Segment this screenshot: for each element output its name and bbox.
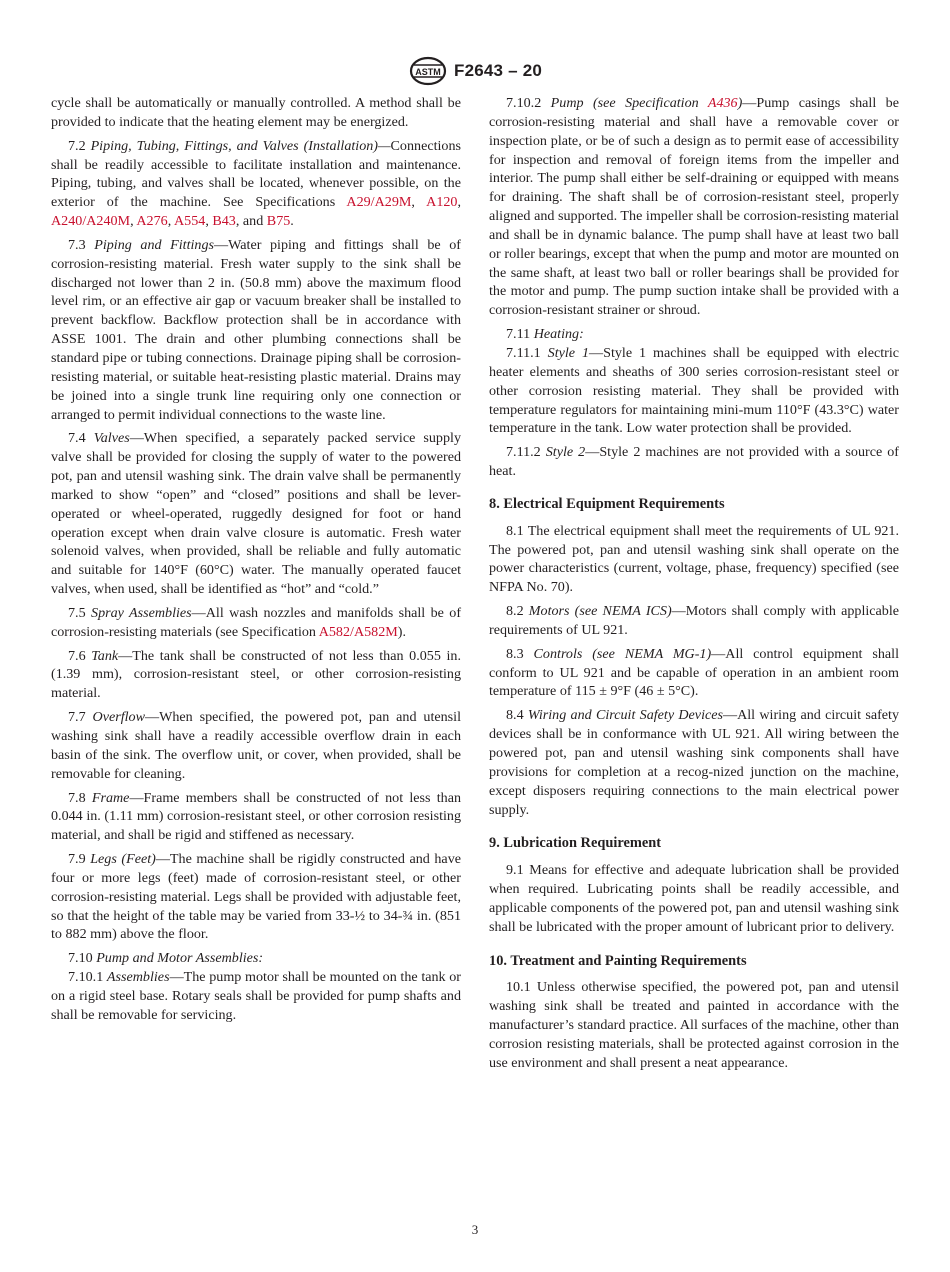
page-header bbox=[0, 56, 950, 91]
svg-text:ASTM: ASTM bbox=[415, 67, 441, 77]
section-7-2: 7.2 Piping, Tubing, Fittings, and Valves (Installation)—Connections shall be readily accessible to facilitate installation and maintenance. Piping, tubing, and valves shall be located, whenever possible, on the exterior of the machine. See Specifications A29/A29M, A120, A240/A240M, A276, A554, B43, and B75. bbox=[51, 137, 461, 230]
ref-a436[interactable]: A436 bbox=[707, 95, 738, 111]
section-7-4: 7.4 Valves—When specified, a separately packed service supply valve shall be provided for closing the supply of water to the powered pot, pan and utensil washing sink. The drain valve shall be permanently marked to show “open” and “closed” positions and shall be lever-operated or wheel-operated, ruggedly designed for foot or hand operation except when drain valve closure is automatic. Fresh water solenoid valves, when provided, shall be reliable and fully automatic and suitable for 140°F (60°C) water. The manually operated faucet valves, when used, shall be identified as “hot” and “cold.” bbox=[51, 430, 461, 598]
heading-section-10: 10. Treatment and Painting Requirements bbox=[489, 952, 747, 969]
document-designation: F2643 – 20 bbox=[453, 61, 542, 80]
astm-logo-icon bbox=[408, 56, 448, 86]
section-8-3: 8.3 Controls (see NEMA MG-1)—All control equipment shall conform to UL 921 and be capable of operation in an ambient room temperature of 115 ± 9°F (46 ± 5°C). bbox=[489, 645, 899, 700]
left-column bbox=[51, 94, 461, 1030]
ref-a120[interactable]: A120 bbox=[426, 194, 458, 211]
ref-a554[interactable]: A554 bbox=[173, 213, 206, 230]
ref-a240[interactable]: A240/A240M bbox=[51, 213, 131, 230]
section-8-2: 8.2 Motors (see NEMA ICS)—Motors shall comply with applicable requirements of UL 921. bbox=[489, 603, 899, 638]
section-7-11: 7.11 Heating: bbox=[506, 326, 584, 343]
section-7-3: 7.3 Piping and Fittings—Water piping and fittings shall be of corrosion-resisting material. Fresh water supply to the sink shall be discharged not lower than 2 in. (50.8 mm) above the maximum flood level rim, or an effective air gap or vacuum breaker shall be installed to prevent backflow. Backflow protection shall be in accordance with ASSE 1001. The drain and other plumbing connections shall be standard pipe or tubing connections. Drainage piping shall be corrosion-resisting material, or suitable heat-resisting plastic material. Drains may be joined into a single trunk line requiring only one connection or arranged to permit individual connections to the waste line. bbox=[51, 236, 461, 423]
heading-section-9: 9. Lubrication Requirement bbox=[489, 835, 662, 852]
heading-section-8: 8. Electrical Equipment Requirements bbox=[489, 495, 725, 512]
section-7-10-2: 7.10.2 Pump (see Specification A436)—Pump casings shall be corrosion-resisting material and shall have a removable cover or inspection plate, or be of such a design as to permit ease of accessibility for inspection and removal of foreign items from the impeller and interior. The pump shall either be self-draining or equipped with means for draining. The shaft shall be of corrosion-resistant steel, properly aligned and supported. The impeller shall be corrosion-resisting material and shall be in dynamic balance. The pump shall have at least two ball or roller bearings, except that when the pump and motor are mounted on the same shaft, at least two ball or roller bearings shall be provided for the motor and pump. The pump suction intake shall be provided with a corrosion-resistant strainer or shroud. bbox=[489, 95, 899, 319]
ref-a276[interactable]: A276 bbox=[136, 213, 168, 230]
section-7-5: 7.5 Spray Assemblies—All wash nozzles and manifolds shall be of corrosion-resisting materials (see Specification A582/A582M). bbox=[51, 604, 462, 640]
ref-b43[interactable]: B43 bbox=[212, 213, 236, 230]
section-7-6: 7.6 Tank—The tank shall be constructed of not less than 0.055 in. (1.39 mm), corrosion-resistant steel, or other corrosion-resisting material. bbox=[51, 647, 461, 702]
paragraph-7-1-continued: cycle shall be automatically or manually controlled. A method shall be provided to indicate that the heating element may be energized. bbox=[51, 95, 461, 130]
section-8-1: 8.1 The electrical equipment shall meet the requirements of UL 921. The powered pot, pan and utensil washing sink shall operate on the power characteristics (current, voltage, phase, frequency) specified (see NFPA No. 70). bbox=[489, 522, 899, 596]
ref-a582[interactable]: A582/A582M bbox=[318, 623, 398, 640]
section-7-11-1: 7.11.1 Style 1—Style 1 machines shall be equipped with electric heater elements and sheaths of 300 series corrosion-resistant steel or other corrosion resisting material. They shall be provided with temperature regulators for maintaining mini-mum 110°F (43.3°C) water temperature in the tank. Low water protection shall be provided. bbox=[489, 344, 899, 437]
section-8-4: 8.4 Wiring and Circuit Safety Devices—All wiring and circuit safety devices shall be in conformance with UL 921. All wiring between the powered pot, pan and utensil washing sink components shall have provisions for completion at a recog-nized junction on the machine, except disposers requiring connections to the main electrical power supply. bbox=[489, 707, 899, 818]
ref-a29[interactable]: A29/A29M bbox=[346, 194, 412, 211]
section-7-9: 7.9 Legs (Feet)—The machine shall be rigidly constructed and have four or more legs (feet) made of corrosion-resistant steel, or other corrosion-resisting material. Legs shall be provided with adjustable feet, so that the height of the table may be varied from 33-½ to 34-¾ in. (851 to 882 mm) above the floor. bbox=[51, 851, 461, 943]
ref-b75[interactable]: B75 bbox=[266, 213, 291, 230]
section-7-8: 7.8 Frame—Frame members shall be constructed of not less than 0.044 in. (1.11 mm) corrosion-resistant steel, or other corrosion resisting material, and shall be rigid and stiffened as necessary. bbox=[51, 789, 461, 844]
section-7-10: 7.10 Pump and Motor Assemblies: bbox=[68, 950, 264, 967]
right-column bbox=[489, 94, 899, 1078]
section-7-10-1: 7.10.1 Assemblies—The pump motor shall be mounted on the tank or on a rigid steel base. Rotary seals shall be provided for pump shafts and shall be removable for servicing. bbox=[51, 969, 461, 1023]
page-number: 3 bbox=[471, 1222, 479, 1237]
section-10-1: 10.1 Unless otherwise specified, the powered pot, pan and utensil washing sink shall be treated and painted in accordance with the manufacturer’s standard practice. All surfaces of the machine, other than corrosion resisting materials, shall be protected against corrosion in the use environment and shall present a neat appearance. bbox=[489, 979, 899, 1071]
section-7-11-2: 7.11.2 Style 2—Style 2 machines are not provided with a source of heat. bbox=[489, 444, 899, 480]
section-9-1: 9.1 Means for effective and adequate lubrication shall be provided when required. Lubricating points shall be readily accessible, and applicable components of the powered pot, pan and utensil washing sink shall be lubricated with the proper amount of lubricant prior to delivery. bbox=[489, 862, 899, 935]
section-7-7: 7.7 Overflow—When specified, the powered pot, pan and utensil washing sink shall have a readily accessible overflow drain in each basin of the sink. The overflow unit, or cover, when provided, shall be removable for cleaning. bbox=[51, 709, 461, 782]
